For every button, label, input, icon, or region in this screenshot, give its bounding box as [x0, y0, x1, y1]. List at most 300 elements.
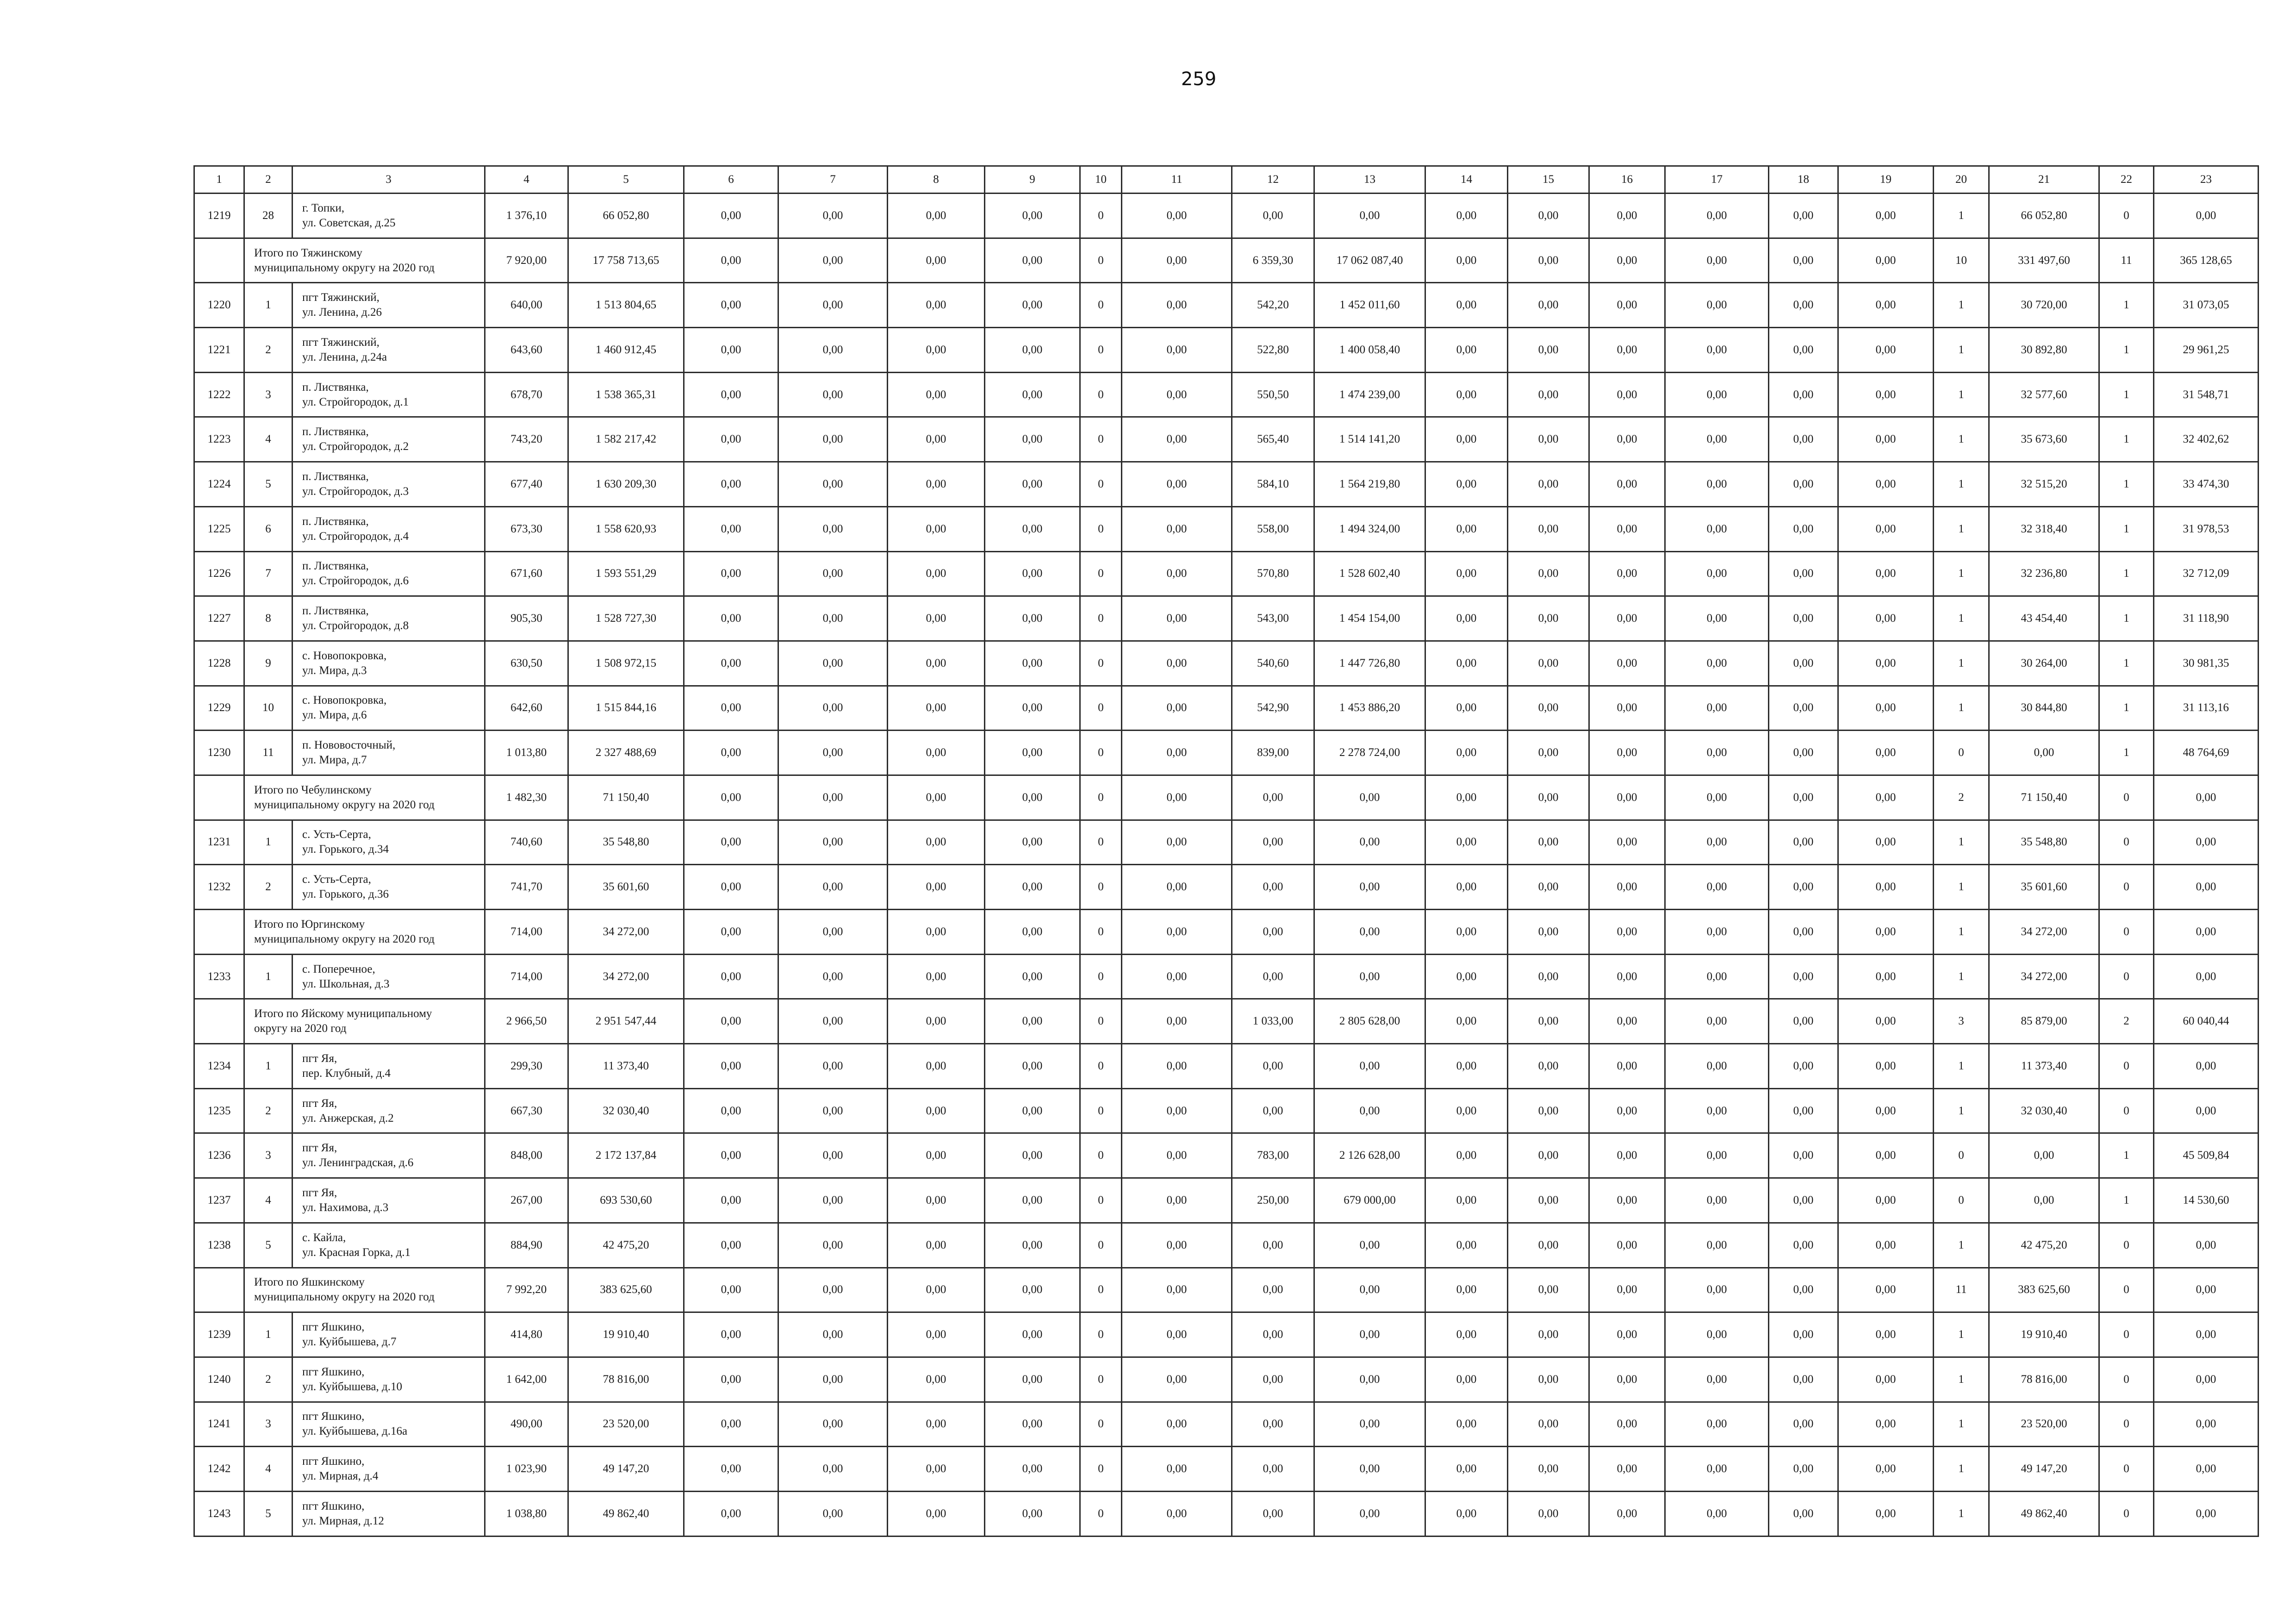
value-cell-col-6: 0,00: [684, 1044, 778, 1089]
value-cell-col-15: 0,00: [1508, 1088, 1589, 1133]
address-line: с. Усть-Серта,: [302, 828, 371, 841]
value-cell-col-4: 299,30: [485, 1044, 568, 1089]
value-cell-col-23: 31 113,16: [2154, 686, 2259, 731]
table-row: [194, 328, 2259, 373]
value-cell-col-15: 0,00: [1508, 641, 1589, 686]
value-cell-col-17: 0,00: [1665, 1268, 1769, 1312]
row-number: 1219: [194, 194, 244, 238]
value-cell-col-12: 0,00: [1232, 954, 1314, 999]
address-cell: [292, 1402, 485, 1447]
table-row: [194, 1402, 2259, 1447]
district-item-number: 4: [244, 1178, 292, 1223]
value-cell-col-21: 11 373,40: [1989, 1044, 2099, 1089]
row-number: 1230: [194, 731, 244, 775]
value-cell-col-6: 0,00: [684, 1312, 778, 1357]
value-cell-col-14: 0,00: [1425, 686, 1508, 731]
value-cell-col-12: 250,00: [1232, 1178, 1314, 1223]
value-cell-col-20: 1: [1934, 1447, 1989, 1492]
value-cell-col-14: 0,00: [1425, 1268, 1508, 1312]
row-number: 1237: [194, 1178, 244, 1223]
total-title-line: Итого по Тяжинскому: [254, 246, 362, 259]
column-number-13: 13: [1314, 166, 1425, 194]
value-cell-col-9: 0,00: [985, 1491, 1080, 1536]
value-cell-col-20: 1: [1934, 372, 1989, 417]
column-number-5: 5: [568, 166, 684, 194]
value-cell-col-5: 35 548,80: [568, 820, 684, 865]
value-cell-col-21: 85 879,00: [1989, 999, 2099, 1044]
value-cell-col-23: 365 128,65: [2154, 238, 2259, 283]
value-cell-col-22: 0: [2099, 910, 2154, 955]
value-cell-col-9: 0,00: [985, 775, 1080, 820]
address-cell: [292, 551, 485, 596]
value-cell-col-4: 640,00: [485, 283, 568, 328]
value-cell-col-18: 0,00: [1769, 596, 1838, 641]
value-cell-col-12: 543,00: [1232, 596, 1314, 641]
value-cell-col-18: 0,00: [1769, 1312, 1838, 1357]
value-cell-col-20: 1: [1934, 506, 1989, 551]
value-cell-col-7: 0,00: [778, 865, 888, 910]
value-cell-col-4: 643,60: [485, 328, 568, 373]
address-line: пер. Клубный, д.4: [302, 1067, 391, 1080]
value-cell-col-18: 0,00: [1769, 1447, 1838, 1492]
address-line: ул. Стройгородок, д.3: [302, 485, 409, 498]
value-cell-col-13: 0,00: [1314, 1357, 1425, 1402]
value-cell-col-19: 0,00: [1838, 328, 1934, 373]
value-cell-col-23: 0,00: [2154, 775, 2259, 820]
value-cell-col-23: 14 530,60: [2154, 1178, 2259, 1223]
value-cell-col-19: 0,00: [1838, 238, 1934, 283]
value-cell-col-17: 0,00: [1665, 596, 1769, 641]
value-cell-col-9: 0,00: [985, 641, 1080, 686]
district-total-row: [194, 238, 2259, 283]
value-cell-col-22: 1: [2099, 506, 2154, 551]
value-cell-col-13: 0,00: [1314, 1223, 1425, 1268]
value-cell-col-10: 0: [1080, 1268, 1122, 1312]
value-cell-col-22: 0: [2099, 1268, 2154, 1312]
row-number: 1225: [194, 506, 244, 551]
value-cell-col-10: 0: [1080, 910, 1122, 955]
value-cell-col-22: 0: [2099, 865, 2154, 910]
value-cell-col-14: 0,00: [1425, 954, 1508, 999]
value-cell-col-22: 0: [2099, 1402, 2154, 1447]
value-cell-col-16: 0,00: [1589, 954, 1665, 999]
value-cell-col-9: 0,00: [985, 194, 1080, 238]
address-cell: [292, 1133, 485, 1178]
value-cell-col-9: 0,00: [985, 1312, 1080, 1357]
value-cell-col-17: 0,00: [1665, 372, 1769, 417]
value-cell-col-17: 0,00: [1665, 731, 1769, 775]
value-cell-col-21: 35 673,60: [1989, 417, 2099, 462]
table-row: [194, 551, 2259, 596]
value-cell-col-9: 0,00: [985, 999, 1080, 1044]
value-cell-col-11: 0,00: [1122, 1491, 1232, 1536]
value-cell-col-18: 0,00: [1769, 731, 1838, 775]
table-row: [194, 506, 2259, 551]
value-cell-col-21: 383 625,60: [1989, 1268, 2099, 1312]
value-cell-col-11: 0,00: [1122, 283, 1232, 328]
value-cell-col-14: 0,00: [1425, 1133, 1508, 1178]
row-number: 1236: [194, 1133, 244, 1178]
value-cell-col-7: 0,00: [778, 820, 888, 865]
value-cell-col-12: 0,00: [1232, 865, 1314, 910]
district-item-number: 5: [244, 1491, 292, 1536]
value-cell-col-20: 1: [1934, 954, 1989, 999]
value-cell-col-19: 0,00: [1838, 1088, 1934, 1133]
value-cell-col-23: 0,00: [2154, 1312, 2259, 1357]
value-cell-col-20: 1: [1934, 865, 1989, 910]
value-cell-col-5: 1 630 209,30: [568, 462, 684, 507]
district-item-number: 11: [244, 731, 292, 775]
address-cell: [292, 328, 485, 373]
address-line: ул. Куйбышева, д.16а: [302, 1425, 408, 1438]
column-number-8: 8: [888, 166, 985, 194]
value-cell-col-12: 783,00: [1232, 1133, 1314, 1178]
value-cell-col-6: 0,00: [684, 328, 778, 373]
value-cell-col-5: 1 538 365,31: [568, 372, 684, 417]
table-row: [194, 1447, 2259, 1492]
value-cell-col-21: 42 475,20: [1989, 1223, 2099, 1268]
district-item-number: 4: [244, 417, 292, 462]
address-line: пгт Яя,: [302, 1186, 337, 1199]
value-cell-col-20: 1: [1934, 1491, 1989, 1536]
value-cell-col-13: 17 062 087,40: [1314, 238, 1425, 283]
value-cell-col-23: 45 509,84: [2154, 1133, 2259, 1178]
value-cell-col-17: 0,00: [1665, 820, 1769, 865]
value-cell-col-6: 0,00: [684, 1223, 778, 1268]
value-cell-col-22: 1: [2099, 731, 2154, 775]
value-cell-col-21: 32 515,20: [1989, 462, 2099, 507]
value-cell-col-22: 1: [2099, 641, 2154, 686]
value-cell-col-7: 0,00: [778, 954, 888, 999]
value-cell-col-12: 0,00: [1232, 1312, 1314, 1357]
value-cell-col-17: 0,00: [1665, 194, 1769, 238]
table-body: [194, 194, 2259, 1537]
value-cell-col-4: 678,70: [485, 372, 568, 417]
value-cell-col-23: 0,00: [2154, 1088, 2259, 1133]
value-cell-col-10: 0: [1080, 1491, 1122, 1536]
value-cell-col-7: 0,00: [778, 686, 888, 731]
value-cell-col-9: 0,00: [985, 731, 1080, 775]
value-cell-col-19: 0,00: [1838, 1044, 1934, 1089]
value-cell-col-17: 0,00: [1665, 551, 1769, 596]
value-cell-col-10: 0: [1080, 238, 1122, 283]
district-item-number: 2: [244, 328, 292, 373]
value-cell-col-15: 0,00: [1508, 954, 1589, 999]
value-cell-col-11: 0,00: [1122, 417, 1232, 462]
value-cell-col-11: 0,00: [1122, 999, 1232, 1044]
value-cell-col-17: 0,00: [1665, 1447, 1769, 1492]
value-cell-col-19: 0,00: [1838, 865, 1934, 910]
value-cell-col-16: 0,00: [1589, 596, 1665, 641]
row-number: 1224: [194, 462, 244, 507]
value-cell-col-8: 0,00: [888, 999, 985, 1044]
value-cell-col-15: 0,00: [1508, 865, 1589, 910]
value-cell-col-16: 0,00: [1589, 372, 1665, 417]
value-cell-col-8: 0,00: [888, 954, 985, 999]
address-line: ул. Куйбышева, д.7: [302, 1336, 397, 1349]
address-cell: [292, 1491, 485, 1536]
row-number: 1226: [194, 551, 244, 596]
table-row: [194, 194, 2259, 238]
value-cell-col-22: 1: [2099, 596, 2154, 641]
value-cell-col-14: 0,00: [1425, 283, 1508, 328]
address-line: пгт Яя,: [302, 1052, 337, 1065]
value-cell-col-11: 0,00: [1122, 731, 1232, 775]
value-cell-col-16: 0,00: [1589, 462, 1665, 507]
district-item-number: 8: [244, 596, 292, 641]
value-cell-col-11: 0,00: [1122, 1223, 1232, 1268]
district-item-number: 5: [244, 1223, 292, 1268]
value-cell-col-14: 0,00: [1425, 731, 1508, 775]
value-cell-col-20: 10: [1934, 238, 1989, 283]
table-row: [194, 1312, 2259, 1357]
row-number: 1229: [194, 686, 244, 731]
value-cell-col-5: 1 460 912,45: [568, 328, 684, 373]
value-cell-col-15: 0,00: [1508, 731, 1589, 775]
address-line: с. Усть-Серта,: [302, 873, 371, 886]
value-cell-col-7: 0,00: [778, 731, 888, 775]
district-item-number: 3: [244, 1133, 292, 1178]
value-cell-col-4: 673,30: [485, 506, 568, 551]
column-number-22: 22: [2099, 166, 2154, 194]
value-cell-col-14: 0,00: [1425, 775, 1508, 820]
value-cell-col-5: 42 475,20: [568, 1223, 684, 1268]
value-cell-col-8: 0,00: [888, 1402, 985, 1447]
value-cell-col-7: 0,00: [778, 775, 888, 820]
value-cell-col-21: 78 816,00: [1989, 1357, 2099, 1402]
value-cell-col-4: 7 992,20: [485, 1268, 568, 1312]
empty-cell: [194, 238, 244, 283]
value-cell-col-23: 0,00: [2154, 194, 2259, 238]
value-cell-col-8: 0,00: [888, 1312, 985, 1357]
value-cell-col-12: 540,60: [1232, 641, 1314, 686]
table-row: [194, 372, 2259, 417]
value-cell-col-12: 0,00: [1232, 1088, 1314, 1133]
value-cell-col-11: 0,00: [1122, 1178, 1232, 1223]
value-cell-col-5: 1 558 620,93: [568, 506, 684, 551]
value-cell-col-23: 31 978,53: [2154, 506, 2259, 551]
value-cell-col-17: 0,00: [1665, 1402, 1769, 1447]
value-cell-col-23: 31 073,05: [2154, 283, 2259, 328]
value-cell-col-7: 0,00: [778, 506, 888, 551]
value-cell-col-18: 0,00: [1769, 1088, 1838, 1133]
row-number: 1222: [194, 372, 244, 417]
empty-cell: [194, 775, 244, 820]
value-cell-col-17: 0,00: [1665, 1088, 1769, 1133]
value-cell-col-17: 0,00: [1665, 641, 1769, 686]
value-cell-col-15: 0,00: [1508, 372, 1589, 417]
value-cell-col-14: 0,00: [1425, 1223, 1508, 1268]
value-cell-col-15: 0,00: [1508, 238, 1589, 283]
total-title-line: муниципальному округу на 2020 год: [254, 1291, 435, 1304]
address-line: пгт Яшкино,: [302, 1410, 365, 1423]
value-cell-col-9: 0,00: [985, 1447, 1080, 1492]
address-line: ул. Ленина, д.26: [302, 306, 382, 319]
value-cell-col-4: 1 038,80: [485, 1491, 568, 1536]
value-cell-col-17: 0,00: [1665, 954, 1769, 999]
value-cell-col-5: 383 625,60: [568, 1268, 684, 1312]
address-cell: [292, 1044, 485, 1089]
value-cell-col-14: 0,00: [1425, 641, 1508, 686]
district-total-row: [194, 1268, 2259, 1312]
value-cell-col-16: 0,00: [1589, 1088, 1665, 1133]
value-cell-col-6: 0,00: [684, 910, 778, 955]
address-cell: [292, 865, 485, 910]
value-cell-col-6: 0,00: [684, 865, 778, 910]
value-cell-col-20: 1: [1934, 328, 1989, 373]
column-number-18: 18: [1769, 166, 1838, 194]
value-cell-col-16: 0,00: [1589, 1447, 1665, 1492]
value-cell-col-18: 0,00: [1769, 372, 1838, 417]
column-number-3: 3: [292, 166, 485, 194]
value-cell-col-8: 0,00: [888, 462, 985, 507]
value-cell-col-11: 0,00: [1122, 238, 1232, 283]
value-cell-col-8: 0,00: [888, 596, 985, 641]
value-cell-col-16: 0,00: [1589, 820, 1665, 865]
value-cell-col-9: 0,00: [985, 238, 1080, 283]
value-cell-col-7: 0,00: [778, 641, 888, 686]
value-cell-col-13: 0,00: [1314, 820, 1425, 865]
value-cell-col-15: 0,00: [1508, 1357, 1589, 1402]
value-cell-col-14: 0,00: [1425, 596, 1508, 641]
value-cell-col-22: 0: [2099, 1447, 2154, 1492]
value-cell-col-21: 35 601,60: [1989, 865, 2099, 910]
value-cell-col-11: 0,00: [1122, 1044, 1232, 1089]
value-cell-col-14: 0,00: [1425, 820, 1508, 865]
value-cell-col-20: 1: [1934, 820, 1989, 865]
value-cell-col-20: 1: [1934, 417, 1989, 462]
table-row: [194, 1088, 2259, 1133]
column-number-23: 23: [2154, 166, 2259, 194]
value-cell-col-22: 0: [2099, 775, 2154, 820]
district-total-title: [244, 238, 485, 283]
value-cell-col-13: 1 452 011,60: [1314, 283, 1425, 328]
value-cell-col-7: 0,00: [778, 194, 888, 238]
value-cell-col-18: 0,00: [1769, 999, 1838, 1044]
column-number-14: 14: [1425, 166, 1508, 194]
value-cell-col-23: 32 712,09: [2154, 551, 2259, 596]
value-cell-col-11: 0,00: [1122, 194, 1232, 238]
value-cell-col-9: 0,00: [985, 551, 1080, 596]
value-cell-col-12: 0,00: [1232, 775, 1314, 820]
value-cell-col-10: 0: [1080, 1044, 1122, 1089]
value-cell-col-22: 0: [2099, 1223, 2154, 1268]
value-cell-col-20: 1: [1934, 641, 1989, 686]
address-line: с. Поперечное,: [302, 962, 375, 975]
empty-cell: [194, 1268, 244, 1312]
value-cell-col-12: 0,00: [1232, 1044, 1314, 1089]
column-number-16: 16: [1589, 166, 1665, 194]
value-cell-col-10: 0: [1080, 417, 1122, 462]
value-cell-col-5: 2 951 547,44: [568, 999, 684, 1044]
value-cell-col-20: 1: [1934, 596, 1989, 641]
value-cell-col-10: 0: [1080, 1133, 1122, 1178]
value-cell-col-5: 1 508 972,15: [568, 641, 684, 686]
value-cell-col-20: 1: [1934, 551, 1989, 596]
value-cell-col-19: 0,00: [1838, 686, 1934, 731]
row-number: 1232: [194, 865, 244, 910]
value-cell-col-14: 0,00: [1425, 372, 1508, 417]
value-cell-col-19: 0,00: [1838, 1133, 1934, 1178]
value-cell-col-15: 0,00: [1508, 596, 1589, 641]
value-cell-col-20: 1: [1934, 1223, 1989, 1268]
value-cell-col-5: 78 816,00: [568, 1357, 684, 1402]
district-total-row: [194, 910, 2259, 955]
value-cell-col-11: 0,00: [1122, 820, 1232, 865]
value-cell-col-23: 31 118,90: [2154, 596, 2259, 641]
address-line: ул. Горького, д.34: [302, 843, 389, 856]
value-cell-col-19: 0,00: [1838, 641, 1934, 686]
table-row: [194, 865, 2259, 910]
value-cell-col-18: 0,00: [1769, 954, 1838, 999]
value-cell-col-11: 0,00: [1122, 1088, 1232, 1133]
value-cell-col-7: 0,00: [778, 1178, 888, 1223]
value-cell-col-14: 0,00: [1425, 1088, 1508, 1133]
value-cell-col-5: 11 373,40: [568, 1044, 684, 1089]
address-line: ул. Ленина, д.24а: [302, 350, 387, 363]
value-cell-col-6: 0,00: [684, 641, 778, 686]
address-line: ул. Горького, д.36: [302, 888, 389, 901]
value-cell-col-9: 0,00: [985, 1044, 1080, 1089]
value-cell-col-23: 0,00: [2154, 1044, 2259, 1089]
value-cell-col-8: 0,00: [888, 910, 985, 955]
value-cell-col-21: 71 150,40: [1989, 775, 2099, 820]
value-cell-col-4: 848,00: [485, 1133, 568, 1178]
value-cell-col-13: 0,00: [1314, 1402, 1425, 1447]
address-line: п. Листвянка,: [302, 381, 369, 394]
value-cell-col-18: 0,00: [1769, 417, 1838, 462]
value-cell-col-21: 32 030,40: [1989, 1088, 2099, 1133]
value-cell-col-21: 331 497,60: [1989, 238, 2099, 283]
row-number: 1235: [194, 1088, 244, 1133]
value-cell-col-10: 0: [1080, 506, 1122, 551]
value-cell-col-4: 490,00: [485, 1402, 568, 1447]
value-cell-col-19: 0,00: [1838, 954, 1934, 999]
value-cell-col-17: 0,00: [1665, 328, 1769, 373]
value-cell-col-19: 0,00: [1838, 999, 1934, 1044]
value-cell-col-16: 0,00: [1589, 641, 1665, 686]
value-cell-col-22: 1: [2099, 551, 2154, 596]
row-number: 1228: [194, 641, 244, 686]
row-number: 1242: [194, 1447, 244, 1492]
value-cell-col-5: 1 515 844,16: [568, 686, 684, 731]
total-title-line: Итого по Чебулинскому: [254, 783, 372, 796]
value-cell-col-6: 0,00: [684, 731, 778, 775]
column-number-row: [194, 166, 2259, 194]
value-cell-col-8: 0,00: [888, 194, 985, 238]
address-line: ул. Стройгородок, д.2: [302, 440, 409, 453]
value-cell-col-4: 741,70: [485, 865, 568, 910]
value-cell-col-6: 0,00: [684, 194, 778, 238]
value-cell-col-15: 0,00: [1508, 775, 1589, 820]
value-cell-col-20: 1: [1934, 1402, 1989, 1447]
value-cell-col-21: 23 520,00: [1989, 1402, 2099, 1447]
district-item-number: 1: [244, 820, 292, 865]
value-cell-col-21: 49 147,20: [1989, 1447, 2099, 1492]
value-cell-col-7: 0,00: [778, 283, 888, 328]
value-cell-col-22: 1: [2099, 417, 2154, 462]
value-cell-col-17: 0,00: [1665, 910, 1769, 955]
value-cell-col-8: 0,00: [888, 820, 985, 865]
value-cell-col-6: 0,00: [684, 596, 778, 641]
value-cell-col-10: 0: [1080, 731, 1122, 775]
address-line: ул. Ленинградская, д.6: [302, 1156, 414, 1169]
value-cell-col-17: 0,00: [1665, 417, 1769, 462]
value-cell-col-8: 0,00: [888, 731, 985, 775]
value-cell-col-19: 0,00: [1838, 1223, 1934, 1268]
value-cell-col-14: 0,00: [1425, 194, 1508, 238]
value-cell-col-4: 740,60: [485, 820, 568, 865]
